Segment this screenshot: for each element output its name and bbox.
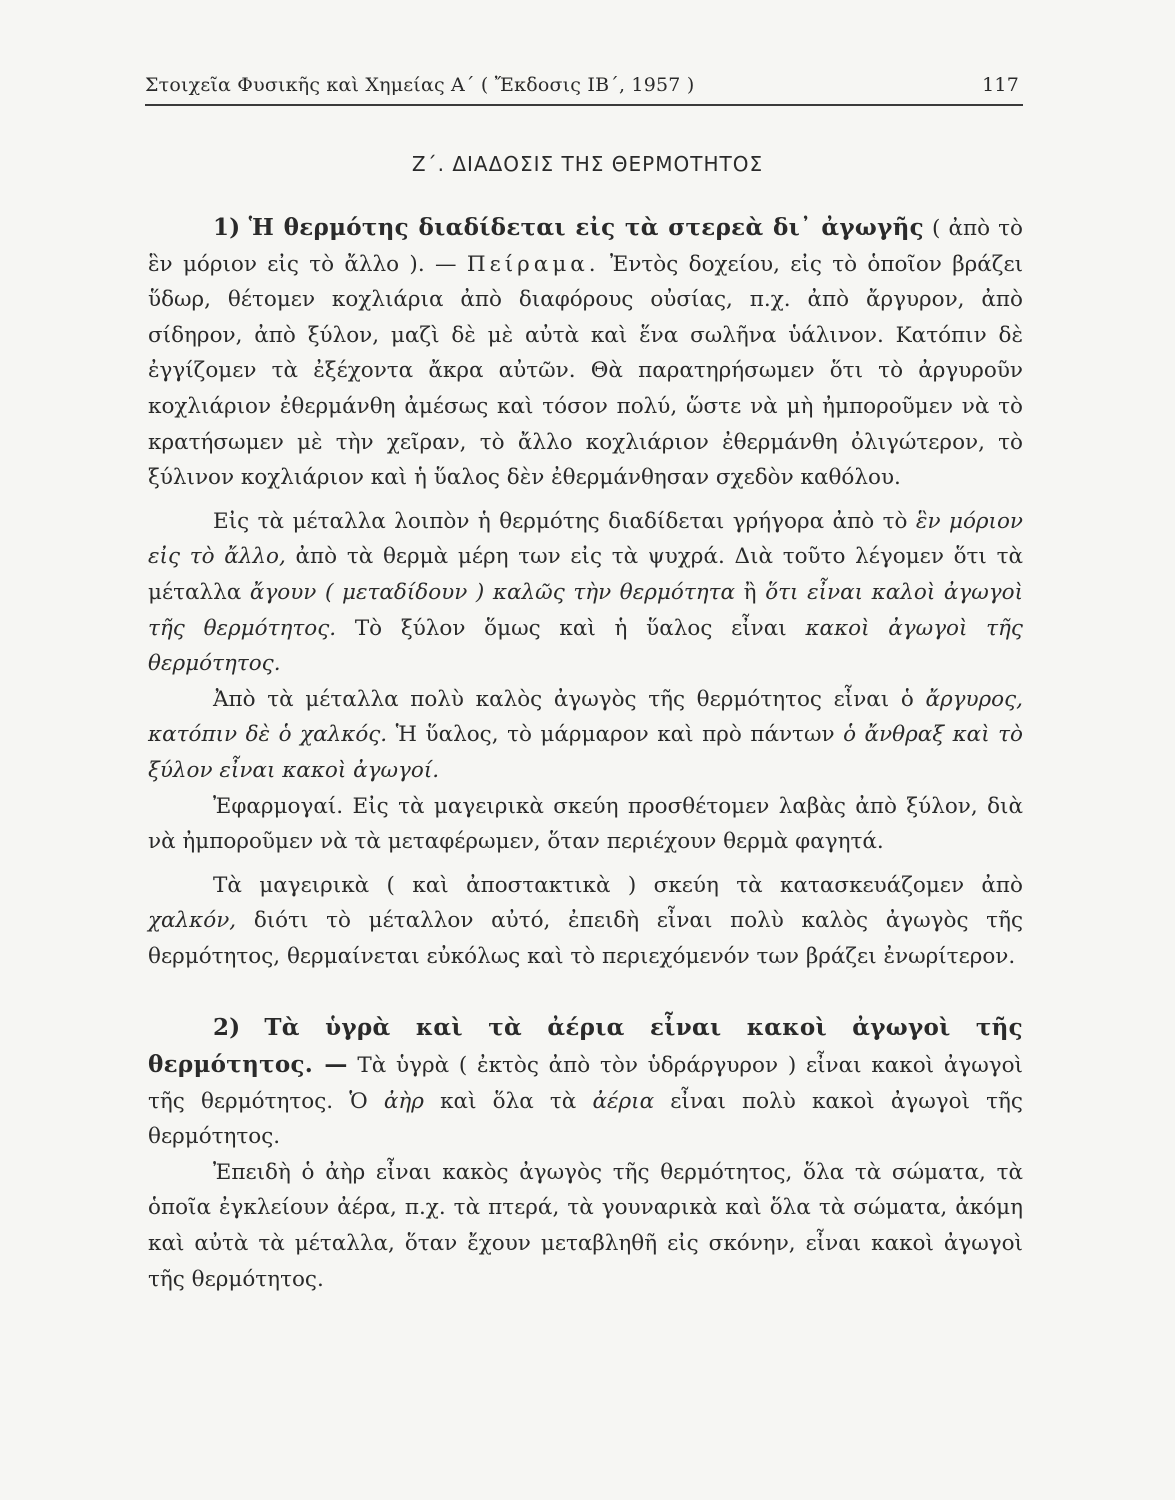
item-number-2: 2) (213, 1014, 241, 1042)
paragraph-3 (148, 682, 1023, 789)
paragraph-1 (148, 210, 1023, 496)
paragraph-2 (148, 504, 1023, 682)
text-run: διότι τὸ μέταλλον αὐτό, ἐπειδὴ εἶναι πολὺ καλὸς ἀγωγὸς τῆς θερμότητος, θερμαίνεται εὐκόλως καὶ τὸ περιεχόμενόν των βράζει ἐνωρίτερον. (148, 908, 1023, 969)
paragraph-7: Ἐπειδὴ ὁ ἀὴρ εἶναι κακὸς ἀγωγὸς τῆς θερμότητος, ὅλα τὰ σώματα, τὰ ὁποῖα ἐγκλείουν ἀέρα, π.χ. τὰ πτερά, τὰ γουναρικὰ καὶ ὅλα τὰ σώματα, ἀκόμη καὶ αὐτὰ τὰ μέταλλα, ὅταν ἔχουν μεταβληθῆ εἰς σκόνην, εἶναι κακοὶ ἀγωγοὶ τῆς θερμότητος. (148, 1159, 1023, 1292)
italic-run: κακοὶ ἀγωγοὶ τῆς θερμότητος. (148, 615, 1023, 677)
section-title: Ζ΄. ΔΙΑΔΟΣΙΣ ΤΗΣ ΘΕΡΜΟΤΗΤΟΣ (411, 152, 764, 176)
italic-run: ἄργυρος, κατόπιν δὲ ὁ χαλκός. (148, 686, 1023, 748)
text-run: Τὰ ὑγρὰ ( ἐκτὸς ἀπὸ τὸν ὑδράργυρον ) εἶναι κακοὶ ἀγωγοὶ τῆς θερμότητος. (148, 1053, 1023, 1114)
italic-run: ἓν μόριον εἰς τὸ ἄλλο, (148, 508, 1023, 570)
text-run: καὶ ὅλα τὰ (440, 1088, 577, 1114)
page-header (145, 74, 1023, 106)
page-number: 117 (982, 74, 1019, 96)
italic-run: ἄγουν ( μεταδίδουν ) καλῶς τὴν θερμότητα (249, 579, 736, 605)
running-title: Στοιχεῖα Φυσικῆς καὶ Χημείας Α΄ ( Ἔκδοσις ΙΒ΄, 1957 ) (145, 74, 695, 96)
italic-run: χαλκόν, (148, 908, 237, 934)
text-run: Εἰς τὰ μέταλλα λοιπὸν ἡ θερμότης διαδίδεται γρήγορα ἀπὸ τὸ (213, 508, 908, 534)
italic-run: ἀέρια (592, 1088, 655, 1114)
item-number-1: 1) (213, 214, 241, 241)
text-run: ἢ (743, 579, 757, 605)
experiment-text: Ἐντὸς δοχείου, εἰς τὸ ὁποῖον βράζει ὕδωρ, θέτομεν κοχλιάρια ἀπὸ διαφόρους οὐσίας, π.χ. ἀπὸ ἄργυρον, ἀπὸ σίδηρον, ἀπὸ ξύλον, μαζὶ δὲ μὲ αὐτὰ καὶ ἕνα σωλῆνα ὑάλινον. Κατόπιν δὲ ἐγγίζομεν τὰ ἐξέχοντα ἄκρα αὐτῶν. Θὰ παρατηρήσωμεν ὅτι τὸ ἀργυροῦν κοχλιάριον ἐθερμάνθη ἀμέσως καὶ τόσον πολύ, ὥστε νὰ μὴ ἠμποροῦμεν νὰ τὸ κρατήσωμεν μὲ τὴν χεῖραν, τὸ ἄλλο κοχλιάριον ἐθερμάνθη ὀλιγώτερον, τὸ ξύλινον κοχλιάριον καὶ ἡ ὕαλος δὲν ἐθερμάνθησαν σχεδὸν καθόλου. (148, 251, 1024, 491)
body-text (148, 210, 1023, 1297)
italic-run: ἀὴρ (383, 1088, 424, 1114)
heading-parenthetical: ( ἀπὸ τὸ ἓν μόριον εἰς τὸ ἄλλο ). — (148, 216, 1023, 277)
italic-run: ὁ ἄνθραξ καὶ τὸ ξύλον εἶναι κακοὶ ἀγωγοί. (148, 722, 1023, 783)
text-run: Ἡ ὕαλος, τὸ μάρμαρον καὶ πρὸ πάντων (395, 722, 835, 748)
experiment-label: Πείραμα. (466, 251, 600, 277)
text-run: Τὰ μαγειρικὰ ( καὶ ἀποστακτικὰ ) σκεύη τὰ κατασκευάζομεν ἀπὸ (213, 872, 1023, 898)
paragraph-applications: Ἐφαρμογαί. Εἰς τὰ μαγειρικὰ σκεύη προσθέτομεν λαβὰς ἀπὸ ξύλον, διὰ νὰ ἠμποροῦμεν νὰ τὰ μεταφέρωμεν, ὅταν περιέχουν θερμὰ φαγητά. (148, 793, 1023, 855)
paragraph-5 (148, 868, 1023, 975)
text-run: εἶναι πολὺ κακοὶ ἀγωγοὶ τῆς θερμότητος. (148, 1088, 1023, 1150)
text-run: Τὸ ξύλον ὅμως καὶ ἡ ὕαλος εἶναι (354, 615, 787, 641)
heading-liquids-gases: Τὰ ὑγρὰ καὶ τὰ ἀέρια εἶναι κακοὶ ἀγωγοὶ τῆς θερμότητος. — (148, 1014, 1023, 1079)
text-run: Ὁ (349, 1088, 368, 1114)
heading-conduction-solids: Ἡ θερμότης διαδίδεται εἰς τὰ στερεὰ δι᾽ ἀγωγῆς (248, 214, 924, 241)
text-run: Ἀπὸ τὰ μέταλλα πολὺ καλὸς ἀγωγὸς τῆς θερμότητος εἶναι ὁ (213, 686, 914, 712)
italic-run: ὅτι εἶναι καλοὶ ἀγωγοὶ τῆς θερμότητος. (148, 579, 1024, 641)
paragraph-6 (148, 1010, 1023, 1154)
text-run: ἀπὸ τὰ θερμὰ μέρη των εἰς τὰ ψυχρά. Διὰ τοῦτο λέγομεν ὅτι τὰ μέταλλα (148, 544, 1023, 605)
